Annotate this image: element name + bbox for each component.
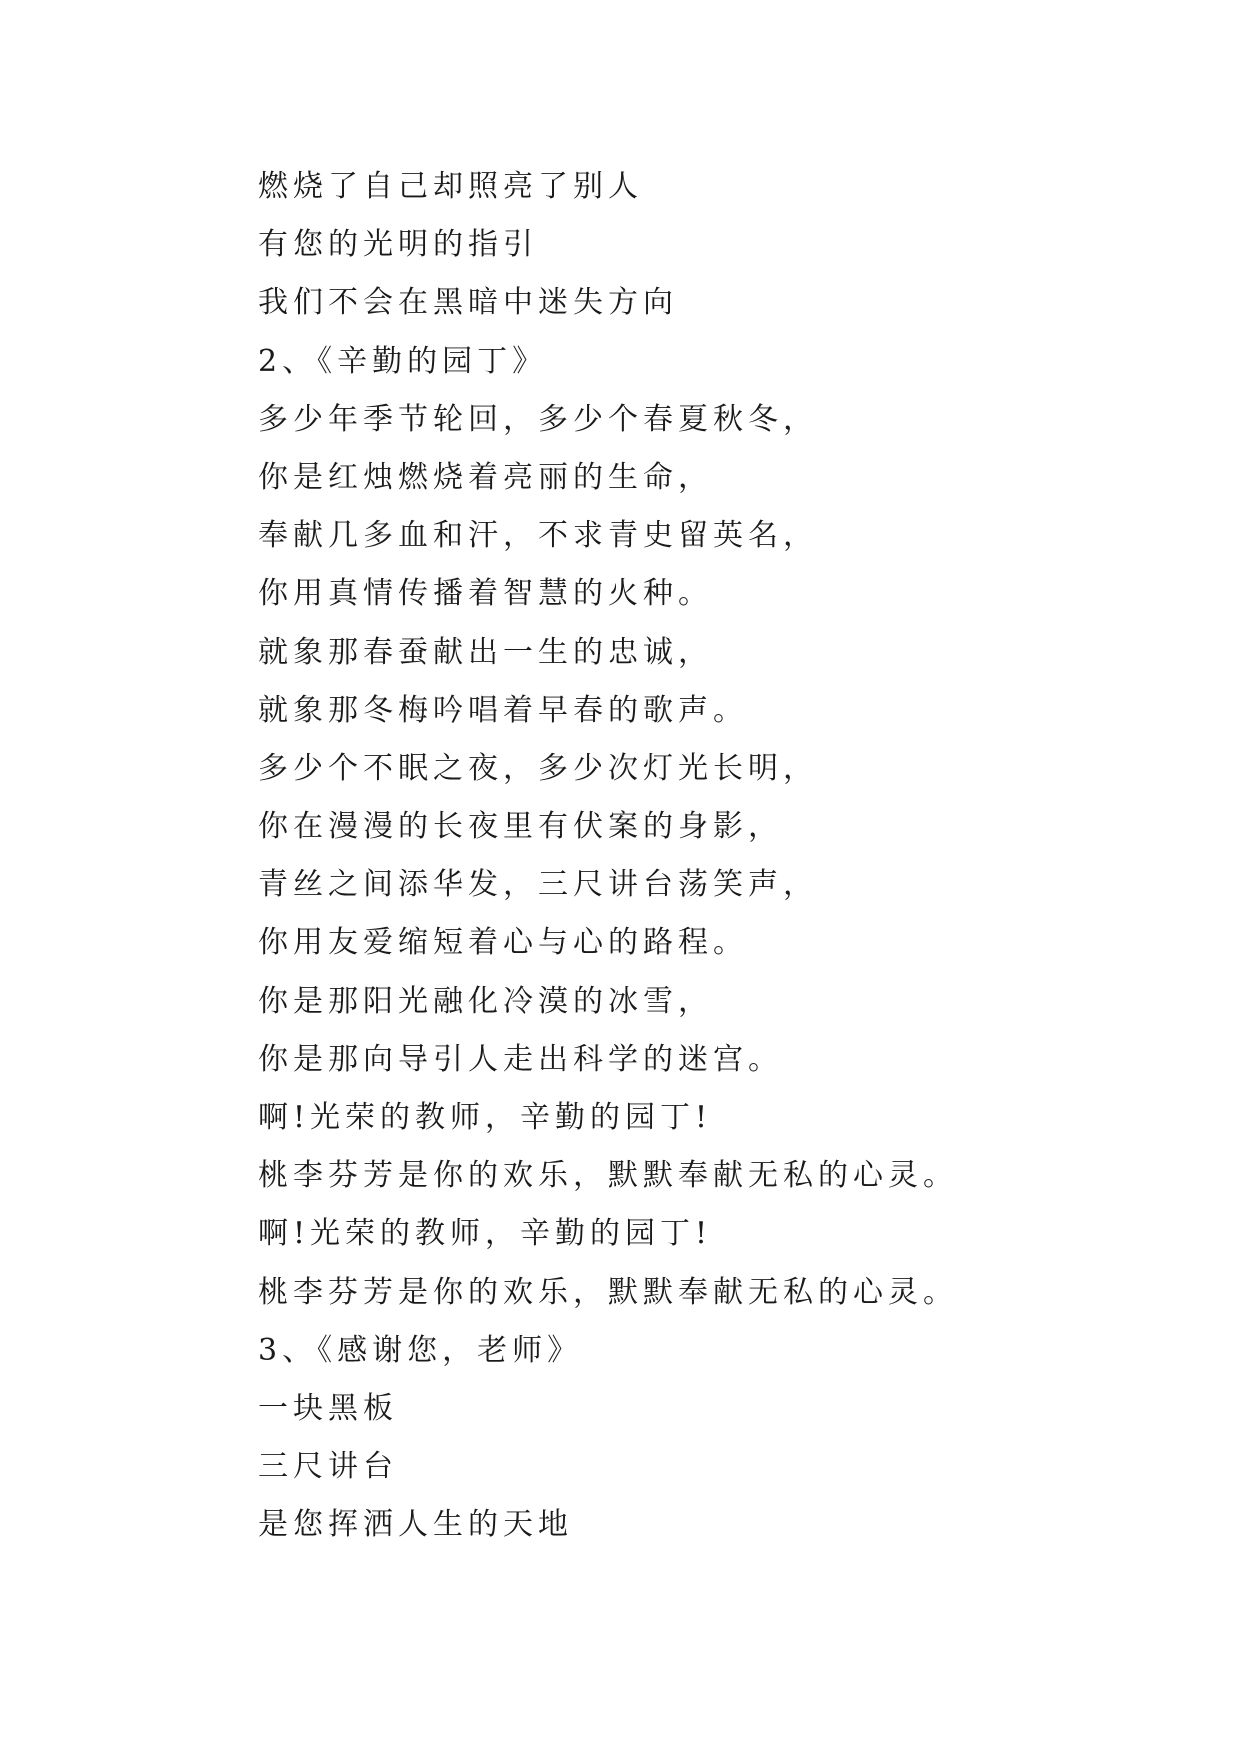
text-line: 我们不会在黑暗中迷失方向 [258, 285, 678, 321]
text-line: 就象那春蚕献出一生的忠诚， [258, 634, 713, 670]
section-heading: 2、《辛勤的园丁》 [258, 343, 548, 379]
text-line: 一块黑板 [258, 1390, 398, 1426]
text-line: 是您挥洒人生的天地 [258, 1507, 573, 1543]
text-line: 你在漫漫的长夜里有伏案的身影， [258, 809, 783, 845]
text-line: 就象那冬梅吟唱着早春的歌声。 [258, 692, 748, 728]
text-line: 啊!光荣的教师，辛勤的园丁! [258, 1100, 713, 1135]
text-line: 三尺讲台 [258, 1449, 398, 1485]
text-line: 桃李芬芳是你的欢乐，默默奉献无私的心灵。 [258, 1274, 958, 1310]
text-line: 你用真情传播着智慧的火种。 [258, 576, 713, 612]
text-line: 多少个不眠之夜，多少次灯光长明， [258, 750, 818, 786]
text-line: 你是红烛燃烧着亮丽的生命， [258, 459, 713, 495]
text-line: 青丝之间添华发，三尺讲台荡笑声， [258, 867, 818, 903]
text-line: 燃烧了自己却照亮了别人 [258, 169, 643, 204]
poem-text-block [258, 158, 1198, 1555]
text-line: 啊!光荣的教师，辛勤的园丁! [258, 1216, 713, 1252]
text-line: 奉献几多血和汗，不求青史留英名， [258, 518, 818, 554]
text-line: 有您的光明的指引 [258, 227, 538, 263]
text-line: 你是那向导引人走出科学的迷宫。 [258, 1041, 783, 1077]
text-line: 你用友爱缩短着心与心的路程。 [258, 925, 748, 961]
text-line: 你是那阳光融化冷漠的冰雪， [258, 983, 713, 1019]
text-line: 多少年季节轮回，多少个春夏秋冬， [258, 401, 818, 437]
text-line: 桃李芬芳是你的欢乐，默默奉献无私的心灵。 [258, 1158, 958, 1194]
section-heading: 3、《感谢您，老师》 [258, 1332, 583, 1368]
